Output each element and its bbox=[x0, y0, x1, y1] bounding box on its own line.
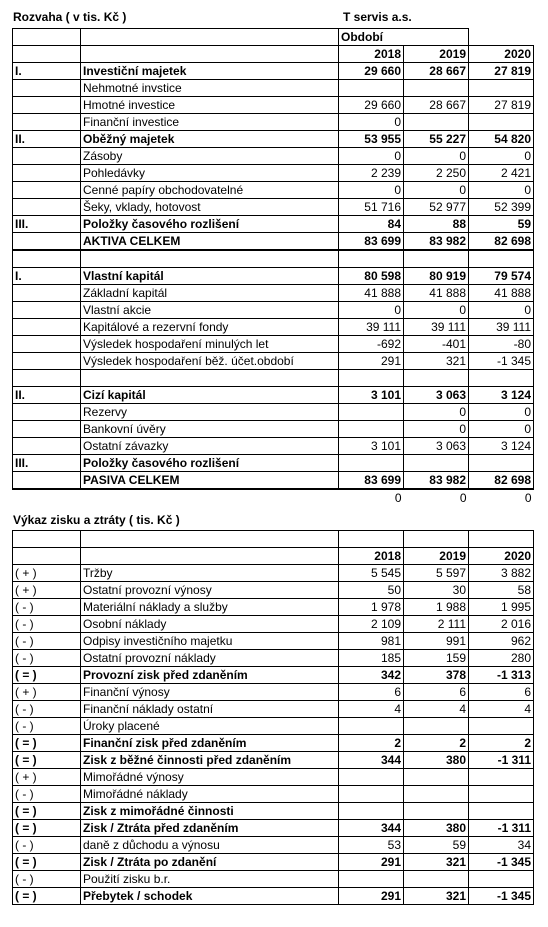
row-code: ( - ) bbox=[13, 616, 81, 633]
table-row bbox=[13, 285, 534, 302]
table-row bbox=[13, 353, 534, 370]
row-code: I. bbox=[13, 268, 81, 285]
row-label: Šeky, vklady, hotovost bbox=[81, 199, 339, 216]
table-row bbox=[13, 769, 534, 786]
row-code: ( = ) bbox=[13, 803, 81, 820]
value-cell: 6 bbox=[339, 684, 404, 701]
table-row bbox=[13, 421, 534, 438]
value-cell: 3 124 bbox=[469, 438, 534, 455]
row-code bbox=[13, 182, 81, 199]
value-cell: 34 bbox=[469, 837, 534, 854]
blank-header-row bbox=[13, 531, 534, 548]
row-label: Kapitálové a rezervní fondy bbox=[81, 319, 339, 336]
value-cell: 5 597 bbox=[404, 565, 469, 582]
row-label: daně z důchodu a výnosu bbox=[81, 837, 339, 854]
balance-check-row bbox=[13, 489, 534, 506]
row-code bbox=[13, 370, 81, 387]
row-label: Finanční náklady ostatní bbox=[81, 701, 339, 718]
row-code bbox=[13, 285, 81, 302]
income-statement-title: Výkaz zisku a ztráty ( tis. Kč ) bbox=[13, 513, 180, 527]
value-cell: 321 bbox=[404, 854, 469, 871]
row-code bbox=[13, 97, 81, 114]
value-cell: 50 bbox=[339, 582, 404, 599]
value-cell: 59 bbox=[404, 837, 469, 854]
row-code bbox=[13, 421, 81, 438]
row-code: III. bbox=[13, 455, 81, 472]
table-row bbox=[13, 336, 534, 353]
value-cell: 3 124 bbox=[469, 387, 534, 404]
value-cell bbox=[404, 455, 469, 472]
value-cell: 280 bbox=[469, 650, 534, 667]
value-cell: 59 bbox=[469, 216, 534, 233]
value-cell: 962 bbox=[469, 633, 534, 650]
table-row bbox=[13, 216, 534, 233]
row-label: Bankovní úvěry bbox=[81, 421, 339, 438]
row-code: ( - ) bbox=[13, 701, 81, 718]
value-cell bbox=[404, 803, 469, 820]
value-cell: -1 311 bbox=[469, 752, 534, 769]
row-label: Ostatní provozní výnosy bbox=[81, 582, 339, 599]
row-label: Vlastní kapitál bbox=[81, 268, 339, 285]
row-label: Zisk z mimořádné činnosti bbox=[81, 803, 339, 820]
table-row bbox=[13, 701, 534, 718]
value-cell: -1 345 bbox=[469, 888, 534, 905]
table-row bbox=[13, 114, 534, 131]
value-cell: 2 111 bbox=[404, 616, 469, 633]
row-code: ( - ) bbox=[13, 837, 81, 854]
value-cell bbox=[339, 769, 404, 786]
spacer-row bbox=[13, 370, 534, 387]
table-row bbox=[13, 268, 534, 285]
value-cell bbox=[339, 786, 404, 803]
table-row bbox=[13, 786, 534, 803]
value-cell bbox=[469, 786, 534, 803]
value-cell: 0 bbox=[339, 148, 404, 165]
value-cell: 39 111 bbox=[404, 319, 469, 336]
year-header: 2018 bbox=[339, 548, 404, 565]
value-cell bbox=[469, 871, 534, 888]
value-cell: 88 bbox=[404, 216, 469, 233]
table-row bbox=[13, 319, 534, 336]
row-label: Přebytek / schodek bbox=[81, 888, 339, 905]
row-label: Vlastní akcie bbox=[81, 302, 339, 319]
row-code: ( - ) bbox=[13, 718, 81, 735]
value-cell: 41 888 bbox=[404, 285, 469, 302]
row-code bbox=[13, 114, 81, 131]
value-cell: 55 227 bbox=[404, 131, 469, 148]
period-row bbox=[13, 29, 534, 46]
row-code: ( = ) bbox=[13, 820, 81, 837]
row-code: ( + ) bbox=[13, 565, 81, 582]
row-label: Pohledávky bbox=[81, 165, 339, 182]
row-code bbox=[13, 438, 81, 455]
row-label: Provozní zisk před zdaněním bbox=[81, 667, 339, 684]
year-header: 2020 bbox=[469, 548, 534, 565]
value-cell: 981 bbox=[339, 633, 404, 650]
check-value: 0 bbox=[459, 491, 467, 505]
row-code bbox=[13, 148, 81, 165]
value-cell: 6 bbox=[404, 684, 469, 701]
row-label bbox=[81, 370, 339, 387]
value-cell: 2 421 bbox=[469, 165, 534, 182]
table-row bbox=[13, 837, 534, 854]
value-cell: -692 bbox=[339, 336, 404, 353]
table-row bbox=[13, 854, 534, 871]
row-label: AKTIVA CELKEM bbox=[81, 233, 339, 251]
table-row bbox=[13, 650, 534, 667]
table-row bbox=[13, 888, 534, 905]
value-cell: 0 bbox=[339, 182, 404, 199]
value-cell: -1 311 bbox=[469, 820, 534, 837]
row-label: Zisk / Ztráta před zdaněním bbox=[81, 820, 339, 837]
row-code: ( = ) bbox=[13, 735, 81, 752]
row-label: Osobní náklady bbox=[81, 616, 339, 633]
row-label: Položky časového rozlišení bbox=[81, 455, 339, 472]
value-cell: 82 698 bbox=[469, 472, 534, 490]
value-cell: 83 699 bbox=[339, 472, 404, 490]
value-cell: 84 bbox=[339, 216, 404, 233]
row-code bbox=[13, 199, 81, 216]
value-cell bbox=[339, 404, 404, 421]
value-cell: 4 bbox=[339, 701, 404, 718]
row-label: PASIVA CELKEM bbox=[81, 472, 339, 490]
row-code: ( - ) bbox=[13, 599, 81, 616]
row-label: Zásoby bbox=[81, 148, 339, 165]
row-code: ( = ) bbox=[13, 854, 81, 871]
value-cell: 3 101 bbox=[339, 438, 404, 455]
table-row bbox=[13, 472, 534, 490]
years-header-row bbox=[13, 46, 534, 63]
row-label: Cizí kapitál bbox=[81, 387, 339, 404]
value-cell bbox=[404, 370, 469, 387]
value-cell: 53 955 bbox=[339, 131, 404, 148]
row-label: Investiční majetek bbox=[81, 63, 339, 80]
row-label: Hmotné investice bbox=[81, 97, 339, 114]
value-cell: 41 888 bbox=[469, 285, 534, 302]
row-code bbox=[13, 319, 81, 336]
row-label: Výsledek hospodaření běž. účet.období bbox=[81, 353, 339, 370]
table-row bbox=[13, 148, 534, 165]
row-code: I. bbox=[13, 63, 81, 80]
value-cell: 3 063 bbox=[404, 438, 469, 455]
table-row bbox=[13, 871, 534, 888]
table-row bbox=[13, 735, 534, 752]
value-cell: 0 bbox=[469, 421, 534, 438]
value-cell: 30 bbox=[404, 582, 469, 599]
row-label: Oběžný majetek bbox=[81, 131, 339, 148]
row-code bbox=[13, 404, 81, 421]
value-cell: 80 919 bbox=[404, 268, 469, 285]
value-cell: -1 345 bbox=[469, 353, 534, 370]
table-row bbox=[13, 565, 534, 582]
value-cell: 1 978 bbox=[339, 599, 404, 616]
row-label: Použití zisku b.r. bbox=[81, 871, 339, 888]
table-row bbox=[13, 599, 534, 616]
value-cell bbox=[339, 455, 404, 472]
value-cell: 41 888 bbox=[339, 285, 404, 302]
value-cell: 83 699 bbox=[339, 233, 404, 251]
value-cell: 28 667 bbox=[404, 97, 469, 114]
value-cell bbox=[469, 718, 534, 735]
value-cell: 27 819 bbox=[469, 63, 534, 80]
value-cell bbox=[404, 114, 469, 131]
table-row bbox=[13, 438, 534, 455]
value-cell: 2 109 bbox=[339, 616, 404, 633]
value-cell: 0 bbox=[404, 404, 469, 421]
row-code: ( - ) bbox=[13, 871, 81, 888]
row-label: Finanční výnosy bbox=[81, 684, 339, 701]
value-cell: 80 598 bbox=[339, 268, 404, 285]
value-cell: -1 345 bbox=[469, 854, 534, 871]
table-row bbox=[13, 718, 534, 735]
row-label: Cenné papíry obchodovatelné bbox=[81, 182, 339, 199]
table-row bbox=[13, 803, 534, 820]
row-code: ( - ) bbox=[13, 633, 81, 650]
value-cell: 380 bbox=[404, 820, 469, 837]
row-label: Odpisy investičního majetku bbox=[81, 633, 339, 650]
value-cell: 39 111 bbox=[469, 319, 534, 336]
table-row bbox=[13, 752, 534, 769]
row-label: Výsledek hospodaření minulých let bbox=[81, 336, 339, 353]
value-cell: 3 063 bbox=[404, 387, 469, 404]
value-cell: 39 111 bbox=[339, 319, 404, 336]
row-label: Mimořádné výnosy bbox=[81, 769, 339, 786]
table-row bbox=[13, 404, 534, 421]
value-cell bbox=[339, 80, 404, 97]
table-row bbox=[13, 182, 534, 199]
row-label: Mimořádné náklady bbox=[81, 786, 339, 803]
value-cell: 344 bbox=[339, 820, 404, 837]
value-cell bbox=[404, 718, 469, 735]
row-code: ( = ) bbox=[13, 667, 81, 684]
value-cell: 51 716 bbox=[339, 199, 404, 216]
value-cell: 344 bbox=[339, 752, 404, 769]
value-cell: 1 995 bbox=[469, 599, 534, 616]
value-cell: 0 bbox=[469, 182, 534, 199]
row-label: Základní kapitál bbox=[81, 285, 339, 302]
income-statement-table bbox=[12, 530, 534, 905]
row-code: ( + ) bbox=[13, 684, 81, 701]
value-cell bbox=[469, 370, 534, 387]
value-cell: 0 bbox=[339, 302, 404, 319]
value-cell: 0 bbox=[404, 421, 469, 438]
years-header-row bbox=[13, 548, 534, 565]
row-label: Ostatní závazky bbox=[81, 438, 339, 455]
table-row bbox=[13, 233, 534, 251]
table-row bbox=[13, 199, 534, 216]
value-cell: 82 698 bbox=[469, 233, 534, 251]
row-code bbox=[13, 472, 81, 490]
value-cell: 378 bbox=[404, 667, 469, 684]
row-label: Tržby bbox=[81, 565, 339, 582]
row-label: Položky časového rozlišení bbox=[81, 216, 339, 233]
check-value: 0 bbox=[394, 491, 402, 505]
row-label: Ostatní provozní náklady bbox=[81, 650, 339, 667]
row-code bbox=[13, 165, 81, 182]
table-row bbox=[13, 387, 534, 404]
value-cell: 2 bbox=[469, 735, 534, 752]
year-header: 2018 bbox=[339, 46, 404, 63]
table-row bbox=[13, 80, 534, 97]
row-code: ( + ) bbox=[13, 769, 81, 786]
check-value: 0 bbox=[524, 491, 532, 505]
row-code: ( - ) bbox=[13, 786, 81, 803]
value-cell bbox=[404, 769, 469, 786]
value-cell bbox=[339, 871, 404, 888]
value-cell: 4 bbox=[469, 701, 534, 718]
value-cell bbox=[469, 80, 534, 97]
value-cell: 291 bbox=[339, 854, 404, 871]
row-label: Finanční investice bbox=[81, 114, 339, 131]
value-cell: -80 bbox=[469, 336, 534, 353]
value-cell: 27 819 bbox=[469, 97, 534, 114]
table-row bbox=[13, 582, 534, 599]
value-cell: 0 bbox=[404, 148, 469, 165]
value-cell: 380 bbox=[404, 752, 469, 769]
row-code bbox=[13, 353, 81, 370]
row-label: Nehmotné invstice bbox=[81, 80, 339, 97]
row-code: II. bbox=[13, 131, 81, 148]
value-cell: 29 660 bbox=[339, 97, 404, 114]
table-row bbox=[13, 667, 534, 684]
value-cell: 159 bbox=[404, 650, 469, 667]
value-cell: 3 101 bbox=[339, 387, 404, 404]
value-cell: 0 bbox=[469, 148, 534, 165]
row-code: ( = ) bbox=[13, 888, 81, 905]
value-cell: 52 399 bbox=[469, 199, 534, 216]
value-cell: 5 545 bbox=[339, 565, 404, 582]
value-cell bbox=[339, 370, 404, 387]
value-cell bbox=[469, 455, 534, 472]
balance-sheet-title: Rozvaha ( v tis. Kč ) bbox=[13, 10, 127, 24]
value-cell: 2 016 bbox=[469, 616, 534, 633]
value-cell: 52 977 bbox=[404, 199, 469, 216]
value-cell: 2 250 bbox=[404, 165, 469, 182]
table-row bbox=[13, 820, 534, 837]
value-cell: 991 bbox=[404, 633, 469, 650]
balance-sheet-table bbox=[12, 28, 534, 506]
table-row bbox=[13, 616, 534, 633]
value-cell: 2 bbox=[339, 735, 404, 752]
year-header: 2019 bbox=[404, 548, 469, 565]
value-cell bbox=[469, 114, 534, 131]
value-cell: -1 313 bbox=[469, 667, 534, 684]
value-cell bbox=[339, 421, 404, 438]
value-cell: 0 bbox=[469, 404, 534, 421]
table-row bbox=[13, 302, 534, 319]
row-label: Finanční zisk před zdaněním bbox=[81, 735, 339, 752]
spacer-row bbox=[13, 250, 534, 268]
value-cell: 2 239 bbox=[339, 165, 404, 182]
table-row bbox=[13, 455, 534, 472]
company-name: T servis a.s. bbox=[343, 10, 412, 24]
table-row bbox=[13, 131, 534, 148]
value-cell: 83 982 bbox=[404, 233, 469, 251]
row-label: Zisk z běžné činnosti před zdaněním bbox=[81, 752, 339, 769]
value-cell: 29 660 bbox=[339, 63, 404, 80]
row-code: II. bbox=[13, 387, 81, 404]
value-cell: 28 667 bbox=[404, 63, 469, 80]
value-cell bbox=[469, 769, 534, 786]
value-cell: 83 982 bbox=[404, 472, 469, 490]
value-cell: 2 bbox=[404, 735, 469, 752]
value-cell: 321 bbox=[404, 353, 469, 370]
row-code: III. bbox=[13, 216, 81, 233]
row-label: Materiální náklady a služby bbox=[81, 599, 339, 616]
value-cell: 291 bbox=[339, 888, 404, 905]
table-row bbox=[13, 684, 534, 701]
value-cell: 0 bbox=[339, 114, 404, 131]
value-cell: -401 bbox=[404, 336, 469, 353]
value-cell bbox=[469, 803, 534, 820]
value-cell: 3 882 bbox=[469, 565, 534, 582]
value-cell bbox=[404, 80, 469, 97]
value-cell: 0 bbox=[404, 182, 469, 199]
value-cell: 53 bbox=[339, 837, 404, 854]
value-cell: 79 574 bbox=[469, 268, 534, 285]
table-row bbox=[13, 165, 534, 182]
table-row bbox=[13, 63, 534, 80]
year-header: 2020 bbox=[469, 46, 534, 63]
row-code bbox=[13, 336, 81, 353]
value-cell: 321 bbox=[404, 888, 469, 905]
value-cell: 54 820 bbox=[469, 131, 534, 148]
value-cell: 1 988 bbox=[404, 599, 469, 616]
value-cell bbox=[339, 250, 404, 268]
value-cell bbox=[339, 718, 404, 735]
row-code bbox=[13, 233, 81, 251]
table-row bbox=[13, 97, 534, 114]
row-code bbox=[13, 80, 81, 97]
value-cell bbox=[469, 250, 534, 268]
table-row bbox=[13, 633, 534, 650]
value-cell: 0 bbox=[404, 302, 469, 319]
value-cell: 58 bbox=[469, 582, 534, 599]
value-cell: 6 bbox=[469, 684, 534, 701]
row-code: ( + ) bbox=[13, 582, 81, 599]
row-label: Zisk / Ztráta po zdanění bbox=[81, 854, 339, 871]
period-label: Období bbox=[339, 29, 404, 46]
value-cell bbox=[404, 250, 469, 268]
row-code: ( - ) bbox=[13, 650, 81, 667]
row-label: Úroky placené bbox=[81, 718, 339, 735]
value-cell bbox=[404, 871, 469, 888]
row-label: Rezervy bbox=[81, 404, 339, 421]
row-code: ( = ) bbox=[13, 752, 81, 769]
value-cell: 342 bbox=[339, 667, 404, 684]
row-code bbox=[13, 250, 81, 268]
year-header: 2019 bbox=[404, 46, 469, 63]
row-label bbox=[81, 250, 339, 268]
value-cell: 185 bbox=[339, 650, 404, 667]
value-cell: 4 bbox=[404, 701, 469, 718]
value-cell bbox=[404, 786, 469, 803]
row-code bbox=[13, 302, 81, 319]
value-cell: 0 bbox=[469, 302, 534, 319]
value-cell: 291 bbox=[339, 353, 404, 370]
value-cell bbox=[339, 803, 404, 820]
